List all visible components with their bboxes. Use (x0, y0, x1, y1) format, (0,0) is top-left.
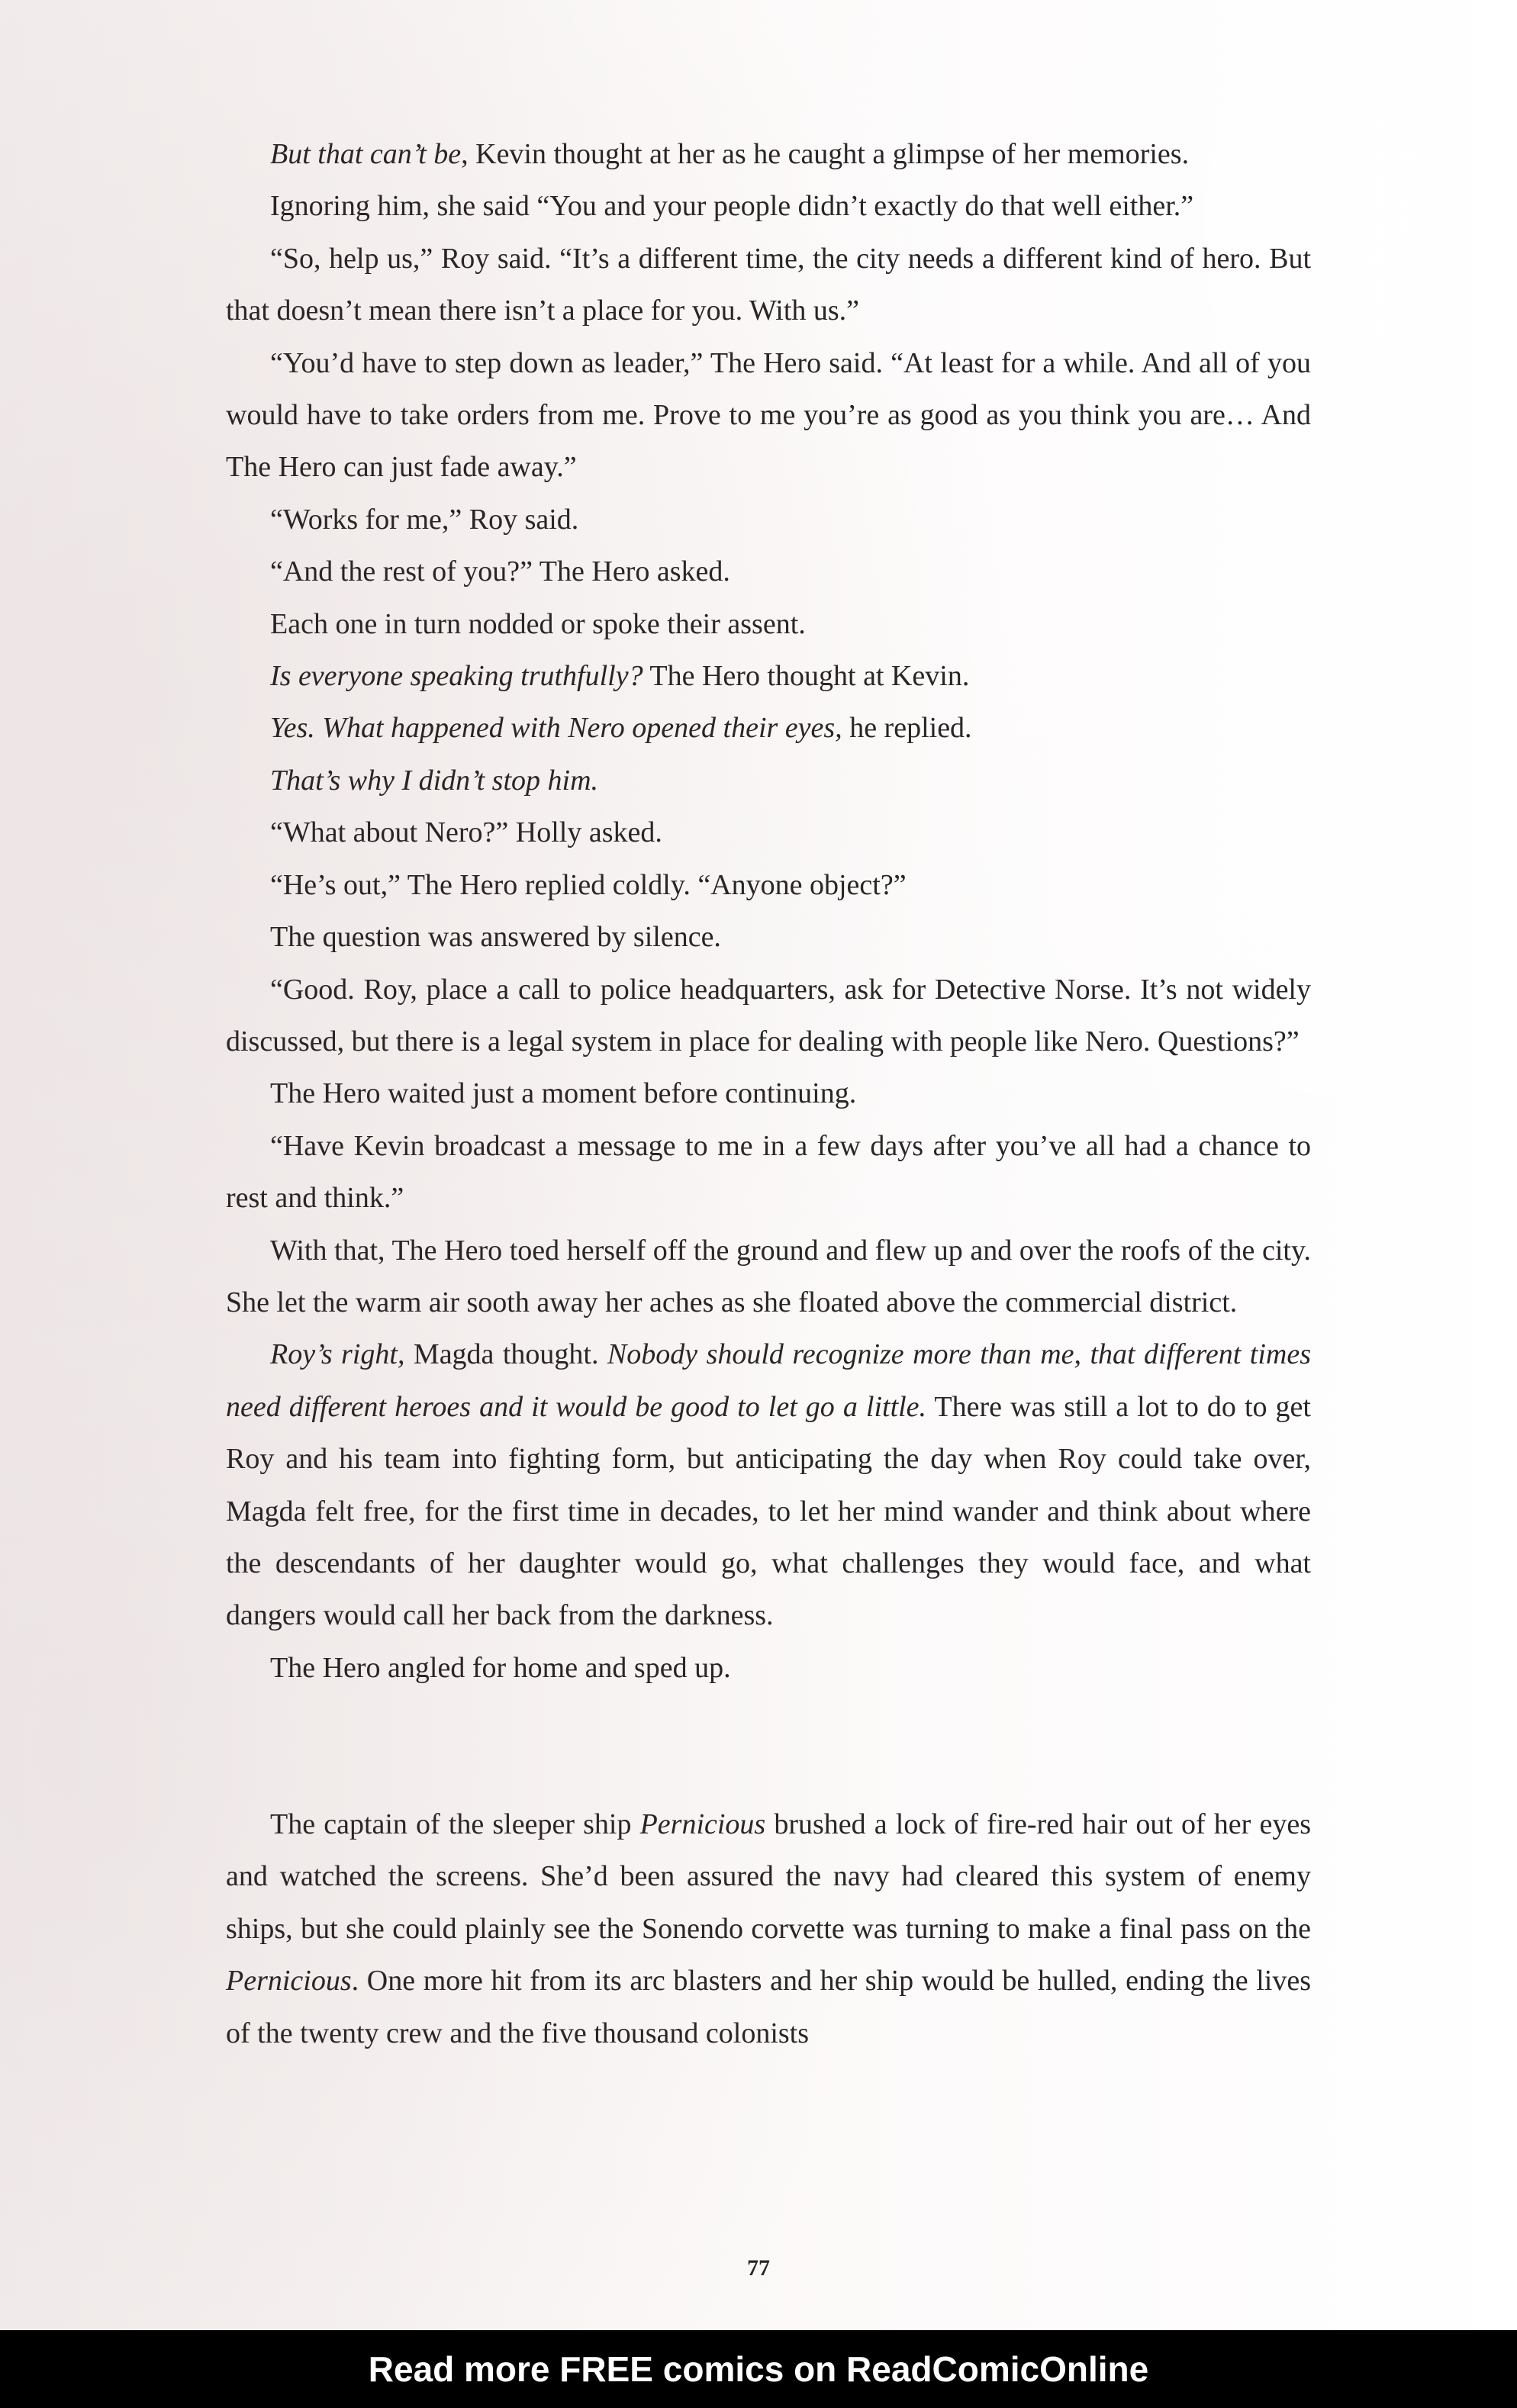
text-run: Each one in turn nodded or spoke their assent. (270, 607, 806, 640)
paragraph (226, 650, 1311, 702)
text-run: “Good. Roy, place a call to police headquarters, ask for Detective Norse. It’s not widely discussed, but there is a legal system in place for dealing with people like Nero. Questions?” (226, 973, 1311, 1058)
page-number: 77 (747, 2255, 770, 2281)
paragraph (226, 806, 1311, 858)
text-run: Ignoring him, she said “You and your people didn’t exactly do that well either.” (270, 190, 1194, 223)
text-run: “Have Kevin broadcast a message to me in a few days after you’ve all had a chance to rest and think.” (226, 1129, 1311, 1215)
paragraph (226, 911, 1311, 963)
text-run: Magda thought. (404, 1338, 607, 1371)
text-run: The Hero angled for home and sped up. (270, 1651, 731, 1684)
promo-banner-text[interactable]: Read more FREE comics on ReadComicOnline (368, 2349, 1149, 2389)
text-run: brushed a lock of fire-red hair out of her eyes and watched the screens. She’d been assured the navy had cleared this system of enemy ships, but she could plainly see the Sonendo corvette was turning to make a final pass on the (226, 1808, 1311, 1945)
paragraph (226, 128, 1311, 180)
paragraph (226, 964, 1311, 1068)
text-run: “So, help us,” Roy said. “It’s a different time, the city needs a different kind of hero. But that doesn’t mean there isn’t a place for you. With us.” (226, 242, 1311, 327)
italic-text: Pernicious (639, 1808, 766, 1840)
text-run: , Kevin thought at her as he caught a glimpse of her memories. (461, 138, 1190, 170)
paragraph (226, 1328, 1311, 1641)
text-run: With that, The Hero toed herself off the ground and flew up and over the roofs of the city. She let the warm air sooth away her aches as she floated above the commercial district. (226, 1234, 1311, 1318)
text-run: “You’d have to step down as leader,” The Hero said. “At least for a while. And all of you would have to take orders from me. Prove to me you’re as good as you think you are… And The Hero can just fade away.” (226, 346, 1311, 484)
paragraph (226, 1642, 1311, 1694)
italic-text: That’s why I didn’t stop him. (270, 764, 599, 797)
text-run: The Hero waited just a moment before continuing. (270, 1077, 857, 1110)
paragraph (226, 598, 1311, 650)
paragraph (226, 233, 1311, 337)
italic-text: Roy’s right, (270, 1338, 405, 1371)
text-run: . One more hit from its arc blasters and her ship would be hulled, ending the lives of the twenty crew and the five thousand colonists (226, 1965, 1311, 2049)
italic-text: But that can’t be (270, 138, 462, 170)
body-text (226, 128, 1311, 2059)
text-run: he replied. (842, 712, 972, 745)
paragraph (226, 1798, 1311, 2059)
italic-text: Yes. What happened with Nero opened their eyes, (270, 712, 842, 745)
paragraph (226, 702, 1311, 754)
text-run: There was still a lot to do to get Roy and his team into fighting form, but anticipating the day when Roy could take over, Magda felt free, for the first time in decades, to let her mind wander and think about where the descendants of her daughter would go, what challenges they would face, and what dangers would call her back from the darkness. (226, 1390, 1311, 1632)
promo-banner[interactable] (0, 2330, 1517, 2408)
text-run: “What about Nero?” Holly asked. (270, 816, 662, 849)
italic-text: Nobody should recognize more than me, that different times need different heroes and it would be good to let go a little. (226, 1338, 1312, 1423)
paragraph (226, 859, 1311, 911)
paragraph (226, 546, 1311, 597)
paragraph (226, 1120, 1311, 1225)
paragraph (226, 180, 1311, 232)
paragraph (226, 1067, 1311, 1119)
paragraph (226, 337, 1311, 494)
paragraph (226, 494, 1311, 546)
text-run: “Works for me,” Roy said. (270, 503, 579, 536)
italic-text: Is everyone speaking truthfully? (270, 660, 643, 693)
text-run: The captain of the sleeper ship (270, 1808, 640, 1840)
paragraph (226, 755, 1311, 806)
text-run: The question was answered by silence. (270, 921, 721, 954)
italic-text: Pernicious (226, 1965, 352, 1998)
text-run: The Hero thought at Kevin. (643, 660, 970, 693)
paragraph (226, 1225, 1311, 1329)
text-run: “And the rest of you?” The Hero asked. (270, 555, 730, 588)
text-run: “He’s out,” The Hero replied coldly. “Anyone object?” (270, 868, 907, 901)
